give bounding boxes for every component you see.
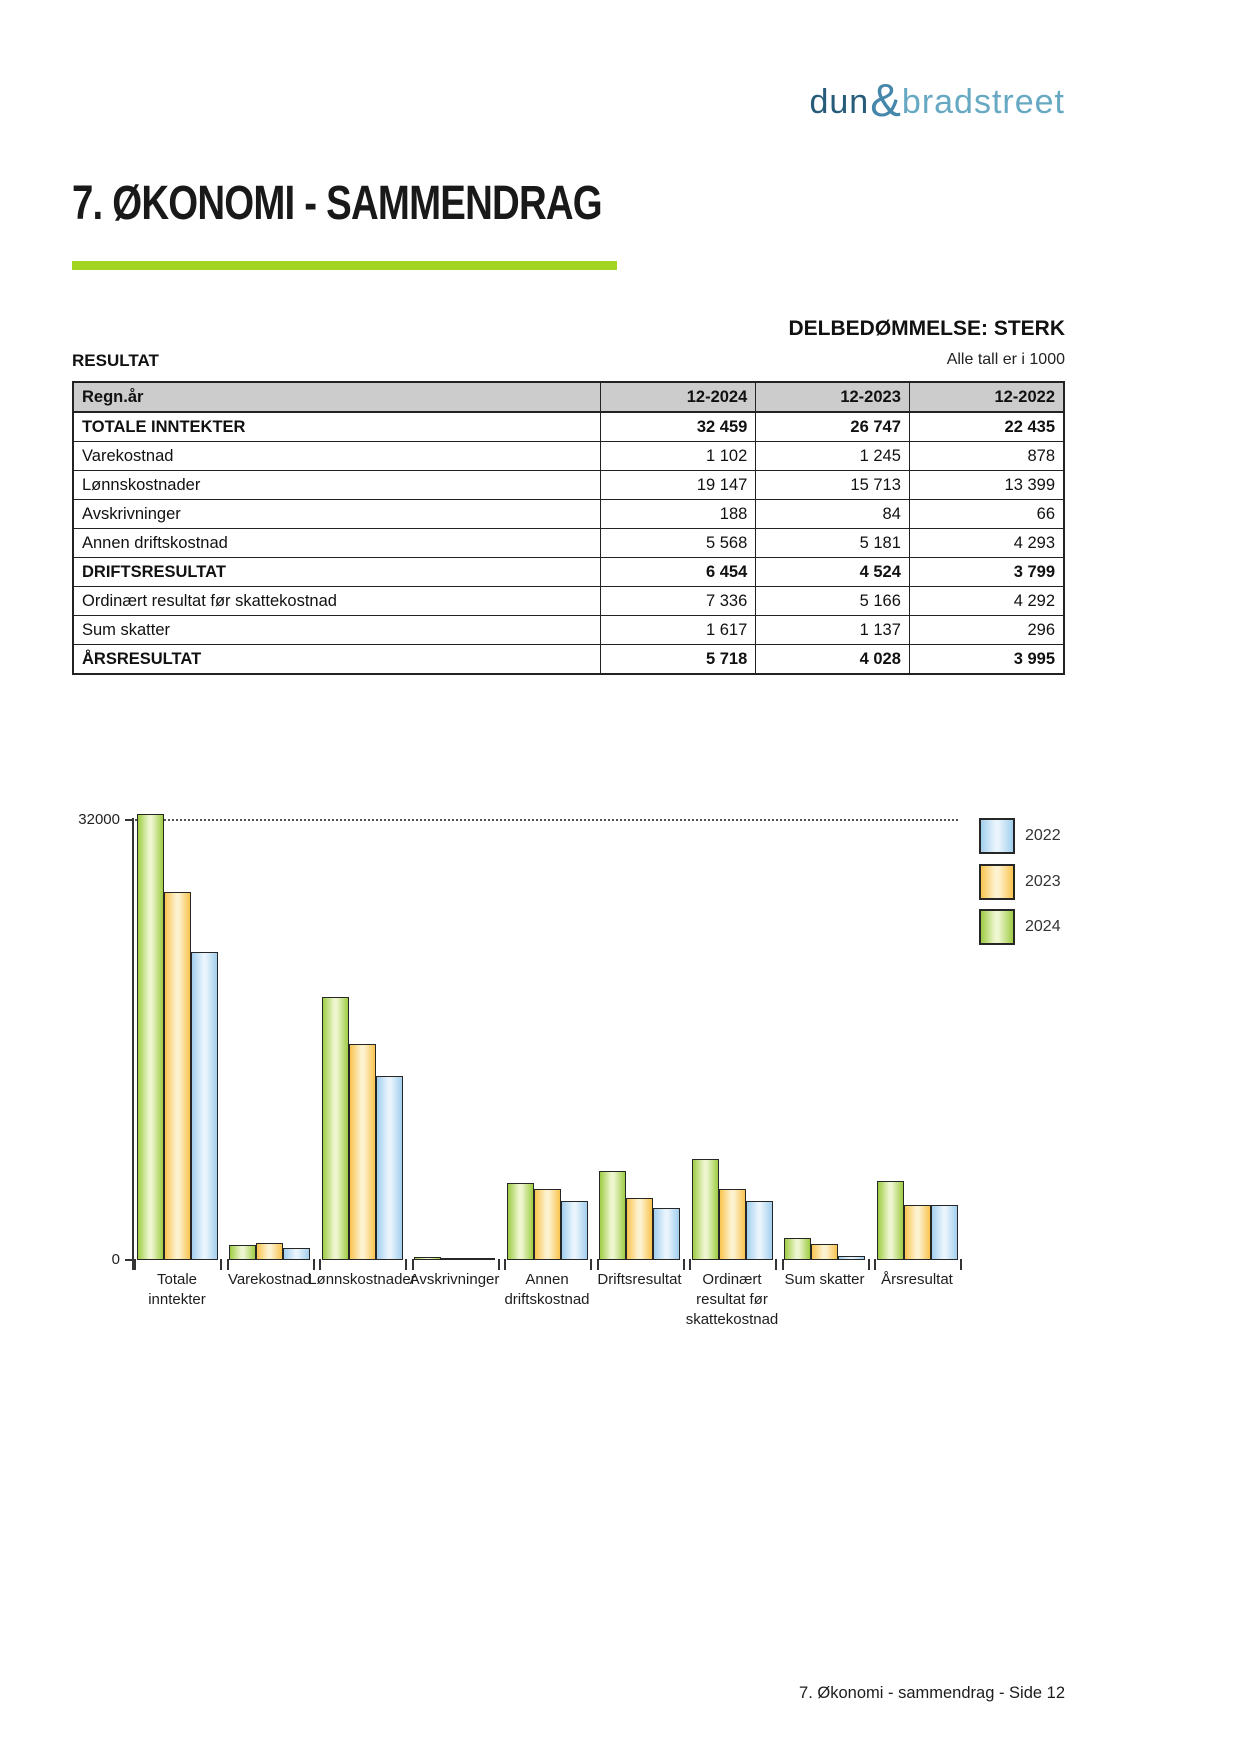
x-axis-label-line: skattekostnad — [685, 1311, 779, 1328]
value-cell: 296 — [909, 616, 1064, 645]
x-axis-label — [287, 1270, 437, 1290]
value-cell: 188 — [600, 500, 756, 529]
bar-2023-8 — [904, 1205, 931, 1260]
x-axis-tick — [134, 1259, 136, 1270]
value-cell: 1 617 — [600, 616, 756, 645]
value-cell: 15 713 — [756, 471, 910, 500]
table-row — [73, 587, 1064, 616]
x-axis-label — [380, 1270, 530, 1290]
legend-swatch-2022 — [979, 818, 1015, 854]
value-cell: 1 245 — [756, 442, 910, 471]
table-row — [73, 616, 1064, 645]
table-row — [73, 558, 1064, 587]
x-axis-tick — [868, 1259, 870, 1270]
bar-2023-5 — [626, 1198, 653, 1260]
legend-swatch-2023 — [979, 864, 1015, 900]
bar-2023-7 — [811, 1244, 838, 1260]
bar-2023-4 — [534, 1189, 561, 1260]
y-axis-tick-max — [125, 819, 132, 821]
value-cell: 4 293 — [909, 529, 1064, 558]
x-axis-label — [472, 1270, 622, 1310]
legend-swatch-2024 — [979, 909, 1015, 945]
table-row — [73, 442, 1064, 471]
footer-text: 7. Økonomi - sammendrag - Side 12 — [799, 1684, 1065, 1702]
value-cell: 66 — [909, 500, 1064, 529]
row-label-cell: Ordinært resultat før skattekostnad — [73, 587, 600, 616]
ampersand-icon: & — [870, 74, 901, 126]
value-cell: 878 — [909, 442, 1064, 471]
value-cell: 7 336 — [600, 587, 756, 616]
table-row — [73, 645, 1064, 675]
y-axis-tick-zero — [125, 1259, 132, 1261]
value-cell: 6 454 — [600, 558, 756, 587]
section-label: RESULTAT — [72, 351, 159, 370]
bar-2022-8 — [931, 1205, 958, 1260]
bar-2024-4 — [507, 1183, 534, 1260]
table-row — [73, 500, 1064, 529]
table-row — [73, 471, 1064, 500]
x-axis-tick — [313, 1259, 315, 1270]
x-axis-tick — [220, 1259, 222, 1270]
bar-2022-3 — [468, 1258, 495, 1260]
table-header-cell: 12-2024 — [600, 382, 756, 412]
x-axis-label-line: Ordinært — [702, 1271, 762, 1288]
x-axis-tick — [782, 1259, 784, 1270]
value-cell: 4 292 — [909, 587, 1064, 616]
value-cell: 5 181 — [756, 529, 910, 558]
bar-2024-5 — [599, 1171, 626, 1260]
legend-label-2022: 2022 — [1025, 827, 1061, 844]
value-cell: 84 — [756, 500, 910, 529]
x-axis-label — [842, 1270, 992, 1290]
bar-2023-0 — [164, 892, 191, 1260]
title-accent-rule — [72, 261, 617, 270]
x-axis-tick — [319, 1259, 321, 1270]
value-cell: 26 747 — [756, 412, 910, 442]
x-axis-tick — [683, 1259, 685, 1270]
value-cell: 5 718 — [600, 645, 756, 675]
bar-2022-4 — [561, 1201, 588, 1260]
x-axis-tick — [960, 1259, 962, 1270]
x-axis-label — [195, 1270, 345, 1290]
bar-2024-1 — [229, 1245, 256, 1260]
x-axis-tick — [405, 1259, 407, 1270]
bar-2024-0 — [137, 814, 164, 1260]
bar-2022-6 — [746, 1201, 773, 1260]
value-cell: 5 166 — [756, 587, 910, 616]
x-axis-label-line: inntekter — [148, 1291, 206, 1308]
logo-text-bradstreet: bradstreet — [901, 83, 1065, 121]
page-title: 7. ØKONOMI - SAMMENDRAG — [72, 177, 602, 230]
table-row — [73, 529, 1064, 558]
x-axis-label — [102, 1270, 252, 1310]
value-cell: 3 799 — [909, 558, 1064, 587]
assessment-heading: DELBEDØMMELSE: STERK — [788, 317, 1065, 340]
bar-2024-6 — [692, 1159, 719, 1260]
table-header-cell: 12-2022 — [909, 382, 1064, 412]
bar-2024-8 — [877, 1181, 904, 1260]
value-cell: 13 399 — [909, 471, 1064, 500]
row-label-cell: Varekostnad — [73, 442, 600, 471]
y-axis-label-zero: 0 — [111, 1251, 120, 1268]
bar-2022-2 — [376, 1076, 403, 1260]
x-axis-tick — [689, 1259, 691, 1270]
bar-2023-2 — [349, 1044, 376, 1260]
x-axis-tick — [775, 1259, 777, 1270]
bar-2022-5 — [653, 1208, 680, 1260]
x-axis-tick — [412, 1259, 414, 1270]
row-label-cell: Avskrivninger — [73, 500, 600, 529]
x-axis-tick — [590, 1259, 592, 1270]
x-axis-label — [750, 1270, 900, 1290]
financial-table — [72, 381, 1065, 675]
bar-2022-0 — [191, 952, 218, 1260]
value-cell: 5 568 — [600, 529, 756, 558]
row-label-cell: Sum skatter — [73, 616, 600, 645]
logo-text-dun: dun — [809, 83, 870, 121]
bar-2023-1 — [256, 1243, 283, 1260]
bar-2024-7 — [784, 1238, 811, 1260]
table-row — [73, 412, 1064, 442]
dun-bradstreet-logo — [809, 70, 1065, 124]
x-axis-label — [565, 1270, 715, 1290]
x-axis-tick — [504, 1259, 506, 1270]
row-label-cell: Annen driftskostnad — [73, 529, 600, 558]
x-axis-tick — [874, 1259, 876, 1270]
table-header-cell: Regn.år — [73, 382, 600, 412]
y-axis-label-max: 32000 — [78, 811, 120, 828]
x-axis-label-line: Totale — [156, 1271, 198, 1288]
value-cell: 22 435 — [909, 412, 1064, 442]
legend-label-2024: 2024 — [1025, 918, 1061, 935]
x-axis-label-line: Lønnskostnader — [308, 1271, 416, 1288]
x-axis-label — [657, 1270, 807, 1330]
value-cell: 1 137 — [756, 616, 910, 645]
units-note: Alle tall er i 1000 — [946, 351, 1065, 368]
x-axis-label-line: Avskrivninger — [409, 1271, 500, 1288]
x-axis-tick — [597, 1259, 599, 1270]
x-axis-label-line: Årsresultat — [881, 1271, 953, 1288]
row-label-cell: ÅRSRESULTAT — [73, 645, 600, 675]
value-cell: 32 459 — [600, 412, 756, 442]
value-cell: 4 524 — [756, 558, 910, 587]
legend-label-2023: 2023 — [1025, 872, 1061, 890]
bar-2023-6 — [719, 1189, 746, 1260]
x-axis-label-line: Sum skatter — [784, 1271, 865, 1288]
table-header-row — [73, 382, 1064, 412]
value-cell: 1 102 — [600, 442, 756, 471]
row-label-cell: Lønnskostnader — [73, 471, 600, 500]
x-axis-label-line: driftskostnad — [504, 1291, 590, 1308]
bar-2023-3 — [441, 1258, 468, 1260]
gridline-32000 — [135, 819, 958, 821]
row-label-cell: TOTALE INNTEKTER — [73, 412, 600, 442]
y-axis-line — [132, 818, 134, 1270]
x-axis-tick — [227, 1259, 229, 1270]
x-axis-label-line: Annen — [525, 1271, 569, 1288]
bar-2024-2 — [322, 997, 349, 1260]
value-cell: 3 995 — [909, 645, 1064, 675]
value-cell: 19 147 — [600, 471, 756, 500]
value-cell: 4 028 — [756, 645, 910, 675]
x-axis-label-line: Varekostnad — [227, 1271, 312, 1288]
bar-2024-3 — [414, 1257, 441, 1260]
bar-2022-7 — [838, 1256, 865, 1260]
bar-2022-1 — [283, 1248, 310, 1260]
x-axis-label-line: resultat før — [696, 1291, 768, 1308]
x-axis-tick — [498, 1259, 500, 1270]
row-label-cell: DRIFTSRESULTAT — [73, 558, 600, 587]
table-header-cell: 12-2023 — [756, 382, 910, 412]
x-axis-label-line: Driftsresultat — [597, 1271, 682, 1288]
